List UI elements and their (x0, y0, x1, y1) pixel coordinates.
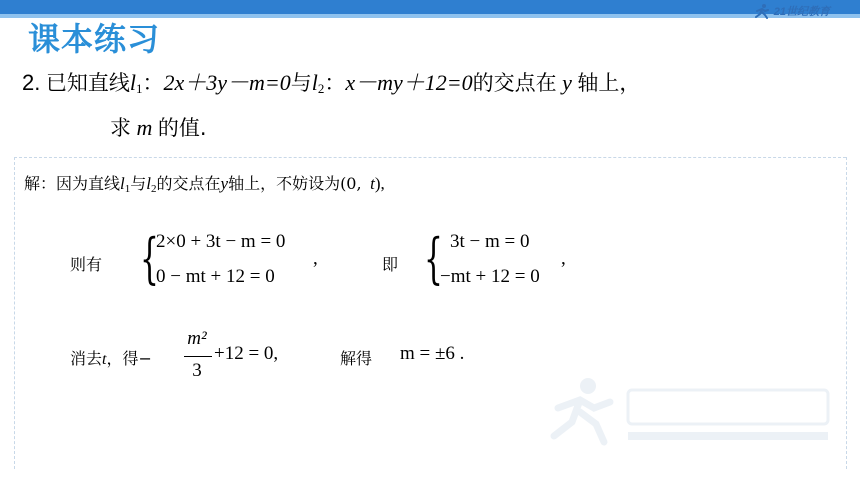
header-bar (0, 0, 860, 14)
problem-line-2 (110, 112, 207, 142)
system2-eq2: −mt + 12 = 0 (440, 266, 540, 287)
solution-box-left (14, 157, 15, 469)
problem-number: 2. (22, 70, 41, 95)
problem-text: 的值. (157, 116, 207, 140)
equation-l2: x－my＋12=0 (345, 70, 473, 95)
line-l2: l (311, 70, 318, 95)
fraction-denominator: 3 (192, 360, 202, 381)
colon: ： (324, 71, 346, 95)
line-l1: l (129, 70, 136, 95)
equation-l1: 2x＋3y－m=0 (163, 70, 291, 95)
page-title: 课本练习 (28, 21, 161, 57)
line-l1-sub: 1 (135, 81, 143, 96)
comma: , (313, 248, 318, 269)
m-var: m (136, 115, 153, 140)
colon: ： (142, 71, 164, 95)
problem-text: 轴上， (577, 71, 641, 95)
line-l2-sub: 2 (151, 183, 157, 195)
y-var: y (220, 174, 229, 193)
line-l2-sub: 2 (317, 81, 325, 96)
equation-rest: +12 = 0, (214, 343, 279, 364)
line-l1-sub: 1 (124, 183, 131, 195)
result: m = ±6 . (400, 343, 465, 364)
fraction-numerator (184, 328, 210, 350)
solution-intro (24, 172, 385, 201)
problem-text: 求 (110, 116, 131, 140)
solution-text: 的交点在 (156, 174, 221, 193)
problem-line-1 (22, 66, 640, 106)
line-l1: l (120, 174, 125, 193)
eliminate-text: 消去 (70, 349, 103, 368)
left-brace: { (140, 227, 159, 290)
runner-icon (754, 3, 770, 19)
solution-box-right (846, 157, 847, 469)
solution-text: 轴上，不妨设为(0, (228, 174, 362, 193)
left-brace: { (424, 227, 443, 290)
problem-text: 已知直线 (45, 71, 130, 95)
comma: , (561, 248, 566, 269)
conjunction: 与 (130, 174, 147, 193)
fraction-bar (184, 356, 212, 357)
problem-text: 的交点在 (472, 71, 557, 95)
y-axis-var: y (562, 70, 572, 95)
system1-eq1: 2×0 + 3t − m = 0 (156, 231, 286, 252)
solution-box-top (14, 157, 846, 158)
logo-text: 21世纪教育 (773, 6, 830, 18)
system2-eq1: 3t − m = 0 (450, 231, 530, 252)
watermark-logo (548, 372, 838, 452)
brand-logo (754, 0, 830, 22)
t-var: t (102, 351, 107, 368)
conjunction: 与 (290, 71, 312, 95)
eliminate-label (70, 346, 152, 369)
m-squared: m² (187, 328, 207, 349)
line-l2: l (146, 174, 151, 193)
solve-label: 解得 (340, 349, 373, 368)
eliminate-text: ，得− (106, 349, 152, 368)
t-var: t (370, 174, 375, 193)
solution-text: 解：因为直线 (24, 174, 121, 193)
system1-eq2: 0 − mt + 12 = 0 (156, 266, 275, 287)
ie-label: 即 (382, 255, 399, 274)
solution-text: ), (374, 174, 385, 193)
then-label: 则有 (70, 255, 103, 274)
